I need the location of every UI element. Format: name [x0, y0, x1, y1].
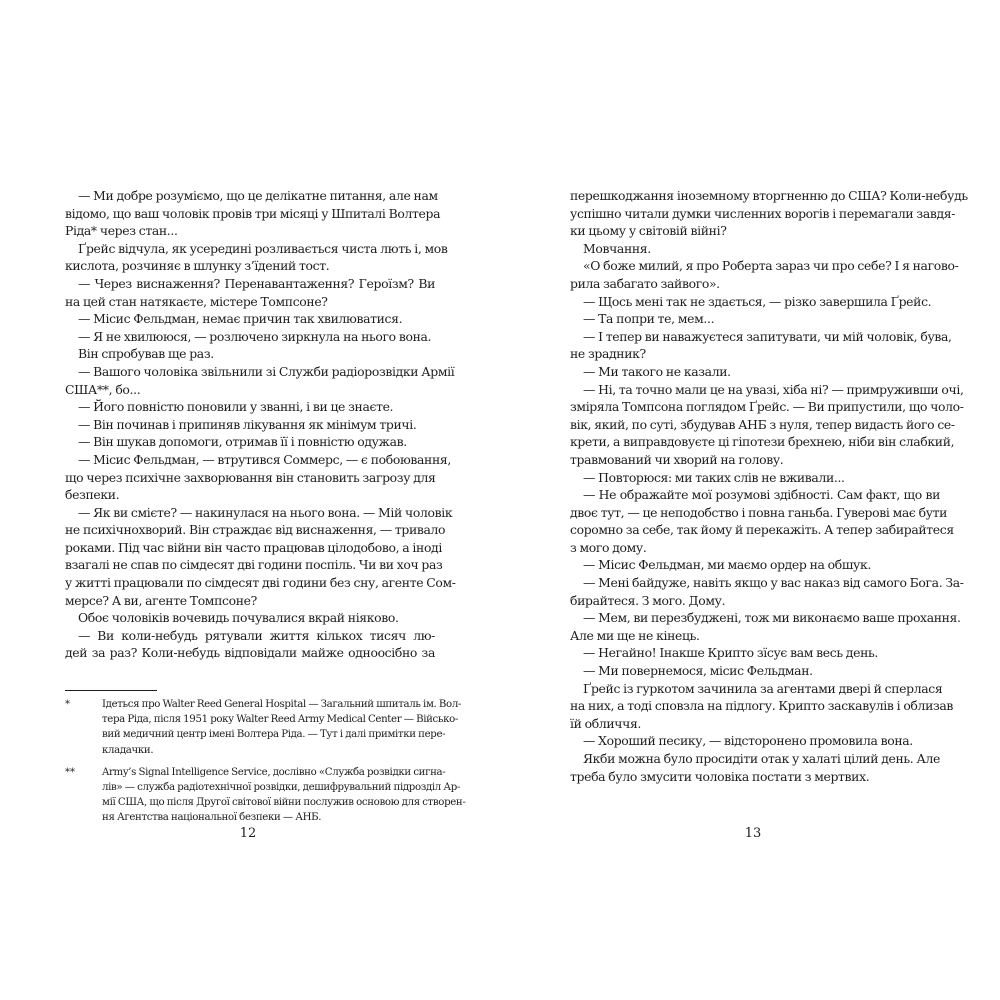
text-line: — Та попри те, мем... [583, 311, 715, 327]
text-line: — Мені байдуже, навіть якщо у вас наказ від самого Бога. За- [583, 575, 964, 591]
text-line: — Не ображайте мої розумові здібності. Сам факт, що ви [583, 487, 940, 503]
text-line: кислота, розчиняє в шлунку з’їдений тост. [65, 258, 330, 274]
text-line: відомо, що ваш чоловік провів три місяці у Шпиталі Волтера [65, 205, 441, 221]
text-line: Якби можна було просидіти отак у халаті цілий день. Але [583, 751, 940, 766]
text-line: — Хороший песику, — відсторонено промовила вона. [583, 733, 913, 749]
footnote-line: лів» — служба радіотехнічної розвідки, дешифрувальний підрозділ Ар- [102, 781, 461, 793]
text-line: — Місис Фельдман, — втрутився Соммерс, — є побоювання, [78, 451, 451, 467]
footnote [65, 697, 462, 758]
footnotes [65, 697, 466, 833]
text-line: зміряла Томпсона поглядом Ґрейс. — Ви припустили, що чоло- [570, 399, 964, 415]
text-line: Обоє чоловіків вочевидь почувалися вкрай ніяково. [78, 610, 399, 626]
text-line: Мовчання. [583, 240, 651, 256]
footnote-mark: ** [65, 766, 75, 778]
text-line: — Місис Фельдман, ми маємо ордер на обшук. [583, 557, 871, 573]
text-line: — І тепер ви наважуєтеся запитувати, чи мій чоловік, бува, [583, 328, 952, 344]
text-line: рила забагато зайвого». [570, 275, 720, 291]
text-line: Але ми ще не кінець. [570, 627, 700, 643]
text-line: — Через виснаження? Перенавантаження? Героїзм? Ви [78, 275, 435, 291]
text-line: — Щось мені так не здається, — різко завершила Ґрейс. [583, 293, 932, 309]
text-line: США**, бо... [65, 381, 141, 397]
footnote-line: ня Агентства національної безпеки — АНБ. [102, 812, 322, 824]
text-line: крети, а виправдовуєте ці гіпотези брехнею, ніби він слабкий, [570, 434, 955, 450]
text-line: соромно за себе, так йому й перекажіть. А тепер забирайтеся [570, 522, 954, 538]
text-line: — Як ви смієте? — накинулася на нього вона. — Мій чоловік [78, 504, 453, 520]
text-line: безпеки. [65, 487, 120, 503]
text-line: — Він шукав допомоги, отримав її і повністю одужав. [78, 434, 407, 450]
text-line: з мого дому. [570, 539, 647, 555]
text-line: — Ми добре розуміємо, що це делікатне питання, але нам [78, 188, 438, 203]
text-line: перешкоджання іноземному вторгненню до США? Коли-небудь [570, 188, 968, 203]
footnote-line: кладачки. [102, 744, 154, 756]
text-line: дей за раз? Коли-небудь відповідали майже одноосібно за [65, 645, 435, 661]
text-line: — Він починав і припиняв лікування як мінімум тричі. [78, 416, 417, 432]
text-line: вік, який, по суті, збудував АНБ з нуля, тепер видасть його се- [570, 416, 955, 432]
text-line: Ґрейс відчула, як усередині розливається чиста лють і, мов [78, 240, 448, 256]
text-line: їй обличчя. [570, 715, 641, 731]
text-line: треба було змусити чоловіка постати з мертвих. [570, 768, 870, 784]
text-line: — Його повністю поновили у званні, і ви це знаєте. [78, 399, 394, 415]
footnote-mark: * [65, 699, 70, 710]
text-line: Він спробував ще раз. [78, 346, 214, 362]
right-body-text [570, 187, 968, 785]
text-line: — Негайно! Інакше Крипто зїсує вам весь день. [583, 645, 878, 661]
text-line: — Я не хвилююся, — розлючено зиркнула на нього вона. [78, 328, 432, 344]
right-page [500, 0, 1000, 1000]
text-line: у житті працювали по сімдесят дві години без сну, агенте Сом- [65, 575, 456, 591]
text-line: Ґрейс із гуркотом зачинила за агентами двері й сперлася [583, 680, 943, 696]
text-line: — Мем, ви перезбуджені, тож ми виконаємо ваше прохання. [583, 610, 961, 626]
text-line: — Вашого чоловіка звільнили зі Служби радіорозвідки Армії [78, 363, 455, 379]
text-line: не зрадник? [570, 346, 646, 362]
text-line: «О боже милий, я про Роберта зараз чи про себе? І я нагово- [583, 258, 959, 274]
text-line: ки цьому у світовій війні? [570, 223, 727, 239]
text-line: не психічнохворий. Він страждає від виснаження, — тривало [65, 522, 446, 538]
footnote-divider [65, 690, 157, 691]
footnote-line: мії США, що після Другої світової війни послужив основою для створен- [102, 797, 466, 809]
text-line: — Ні, та точно мали це на увазі, хіба ні? — примруживши очі, [583, 381, 964, 397]
page-number: 12 [239, 826, 257, 841]
text-line: бирайтеся. З мого. Дому. [570, 592, 726, 608]
text-line: на них, а тоді сповзла на підлогу. Крипто заскавулів і облизав [570, 698, 954, 714]
text-line: що через психічне захворювання він становить загрозу для [65, 469, 436, 485]
footnote-line: вий медичний центр імені Волтера Ріда. — Тут і далі примітки пере- [102, 729, 446, 741]
page-number: 13 [744, 826, 762, 841]
text-line: Ріда* через стан... [65, 223, 178, 239]
footnote-line: тера Ріда, після 1951 року Walter Reed Army Medical Center — Військо- [102, 714, 458, 726]
text-line: — Ви коли-небудь рятували життя кількох тисяч лю- [78, 627, 435, 643]
text-line: травмований чи хворий на голову. [570, 451, 784, 467]
footnote-line: Ідеться про Walter Reed General Hospital — Загальний шпиталь ім. Вол- [102, 699, 462, 710]
text-line: — Ми такого не казали. [583, 363, 731, 379]
text-line: двоє тут, — це неподобство і повна ганьба. Гуверові має бути [570, 504, 948, 520]
text-line: — Ми повернемося, місис Фельдман. [583, 663, 813, 679]
footnote [65, 765, 466, 826]
text-line: — Повторюся: ми таких слів не вживали... [583, 469, 845, 485]
left-body-text [65, 187, 456, 662]
text-line: успішно читали думки численних ворогів і перемагали завдя- [570, 205, 956, 221]
text-line: взагалі не спав по сімдесят дві години поспіль. Чи ви хоч раз [65, 557, 443, 573]
text-line: на цей стан натякаєте, містере Томпсоне? [65, 293, 328, 309]
text-line: — Місис Фельдман, немає причин так хвилюватися. [78, 311, 403, 327]
footnote-line: Army’s Signal Intelligence Service, дослівно «Служба розвідки сигна- [102, 766, 446, 778]
text-line: мерсе? А ви, агенте Томпсоне? [65, 592, 257, 608]
text-line: роками. Під час війни він часто працював цілодобово, а іноді [65, 539, 442, 555]
